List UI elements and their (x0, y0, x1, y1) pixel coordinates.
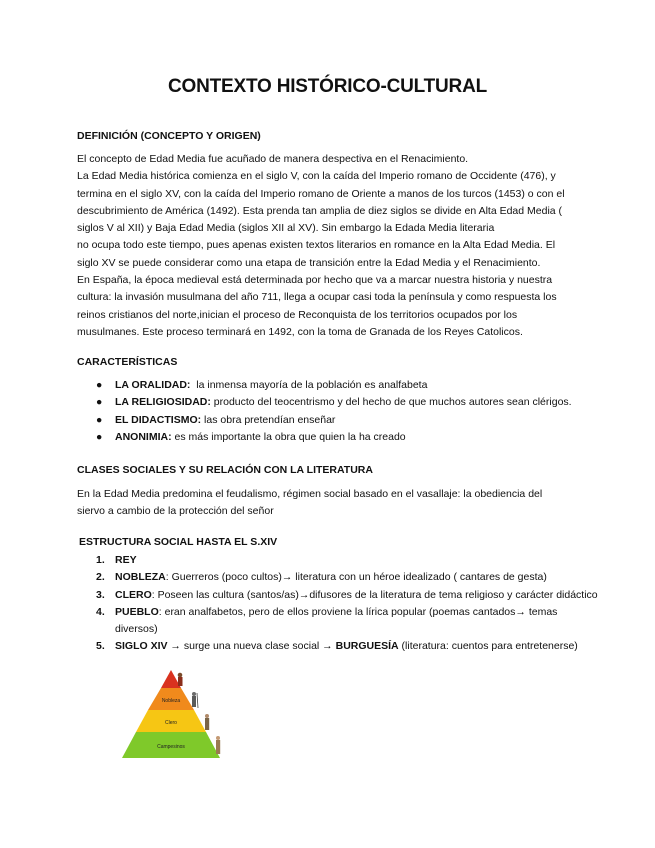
section-heading-definicion: DEFINICIÓN (CONCEPTO Y ORIGEN) (77, 130, 261, 142)
item-term: NOBLEZA (115, 571, 166, 584)
text-line: En la Edad Media predomina el feudalismo, régimen social basado en el vasallaje: la obediencia del (77, 488, 543, 500)
list-item (96, 638, 600, 655)
section-heading-estructura: ESTRUCTURA SOCIAL HASTA EL S.XIV (79, 536, 278, 548)
knight-figure-icon (192, 692, 198, 708)
text-line: no ocupa todo este tiempo, pues apenas existen textos literarios en romance en la Alta Edad Media. El (77, 239, 556, 252)
text-line: siglo XV se puede considerar como una etapa de transición entre la Edad Media y el Renacimiento. (77, 256, 541, 269)
item-term: ANONIMIA: (115, 430, 172, 443)
item-number: 5. (96, 640, 105, 653)
text-line: siglos V al XII) y Baja Edad Media (siglos XII al XV). Sin embargo la Edada Media literaria (77, 222, 495, 235)
social-pyramid-image (118, 668, 224, 762)
item-number: 1. (96, 554, 105, 566)
item-text: producto del teocentrismo y del hecho de que muchos autores sean clérigos. (210, 396, 572, 409)
item-text: las obra pretendían enseñar (201, 413, 336, 426)
item-term: LA ORALIDAD: (115, 379, 191, 391)
list-item (96, 604, 600, 639)
list-item (96, 394, 572, 411)
item-text: la inmensa mayoría de la población es analfabeta (190, 379, 428, 391)
bullet-icon: ● (96, 413, 103, 426)
pyramid-label-campesinos: Campesinos (157, 744, 185, 750)
bullet-icon: ● (96, 430, 103, 443)
item-term: EL DIDACTISMO: (115, 413, 202, 426)
text-line: En España, la época medieval está determinada por hecho que va a marcar nuestra historia y nuestra (77, 274, 553, 287)
item-term: LA RELIGIOSIDAD: (115, 396, 211, 409)
list-item (96, 377, 572, 394)
item-text: → surge una nueva clase social → (167, 640, 336, 653)
item-number: 3. (96, 588, 105, 601)
definicion-paragraph (77, 151, 582, 341)
item-text: : Poseen las cultura (santos/as)→difusores de la literatura de tema religioso y carácter didáctico (151, 588, 598, 601)
text-line: termina en el siglo XV, con la caída del Imperio romano de Oriente a manos de los turcos (1453) o con el (77, 187, 565, 200)
text-line: musulmanes. Este proceso terminará en 1492, con la toma de Granada de los Reyes Catolicos. (77, 325, 523, 338)
list-item (96, 552, 600, 569)
item-text: (literatura: cuentos para entretenerse) (398, 640, 578, 653)
bullet-icon: ● (96, 396, 103, 409)
caracteristicas-list (96, 377, 572, 446)
peasant-figure-icon (216, 736, 220, 754)
section-heading-clases-sociales: CLASES SOCIALES Y SU RELACIÓN CON LA LITERATURA (77, 464, 373, 476)
item-term: REY (115, 554, 137, 566)
clases-paragraph (77, 486, 582, 521)
list-item (96, 587, 600, 604)
page-title: CONTEXTO HISTÓRICO-CULTURAL (168, 76, 487, 97)
pyramid-label-nobleza: Nobleza (161, 698, 181, 704)
list-item (96, 412, 572, 429)
item-text: : eran analfabetos, pero de ellos proviene la lírica popular (poemas cantados→ temas diversos) (115, 605, 558, 636)
item-term: SIGLO XIV (115, 640, 168, 653)
item-number: 2. (96, 571, 105, 584)
item-text: : Guerreros (poco cultos)→ literatura con un héroe idealizado ( cantares de gesta) (165, 571, 547, 584)
text-line: cultura: la invasión musulmana del año 711, llega a ocupar casi toda la península y como respuesta los (77, 291, 557, 304)
monk-figure-icon (205, 714, 209, 730)
section-heading-caracteristicas: CARACTERÍSTICAS (77, 356, 178, 368)
text-line: La Edad Media histórica comienza en el siglo V, con la caída del Imperio romano de Occidente (476), y (77, 170, 556, 183)
text-line: El concepto de Edad Media fue acuñado de manera despectiva en el Renacimiento. (77, 153, 469, 165)
bullet-icon: ● (96, 379, 103, 391)
item-term-burguesia: BURGUESÍA (335, 640, 399, 653)
text-line: descubrimiento de América (1492). Esta prenda tan amplia de diez siglos se divide en Alta Edad Media ( (77, 204, 563, 217)
item-number: 4. (96, 605, 105, 618)
list-item (96, 569, 600, 586)
item-term: CLERO (115, 588, 152, 601)
king-figure-icon (178, 673, 183, 686)
text-line: reinos cristianos del norte,inician el proceso de Reconquista de los territorios ocupados por los (77, 308, 518, 321)
text-line: siervo a cambio de la protección del señor (77, 505, 274, 518)
estructura-list (96, 552, 600, 656)
list-item (96, 429, 572, 446)
item-term: PUEBLO (115, 605, 159, 618)
pyramid-label-clero: Clero (165, 720, 177, 726)
item-text: es más importante la obra que quien la ha creado (171, 430, 406, 443)
